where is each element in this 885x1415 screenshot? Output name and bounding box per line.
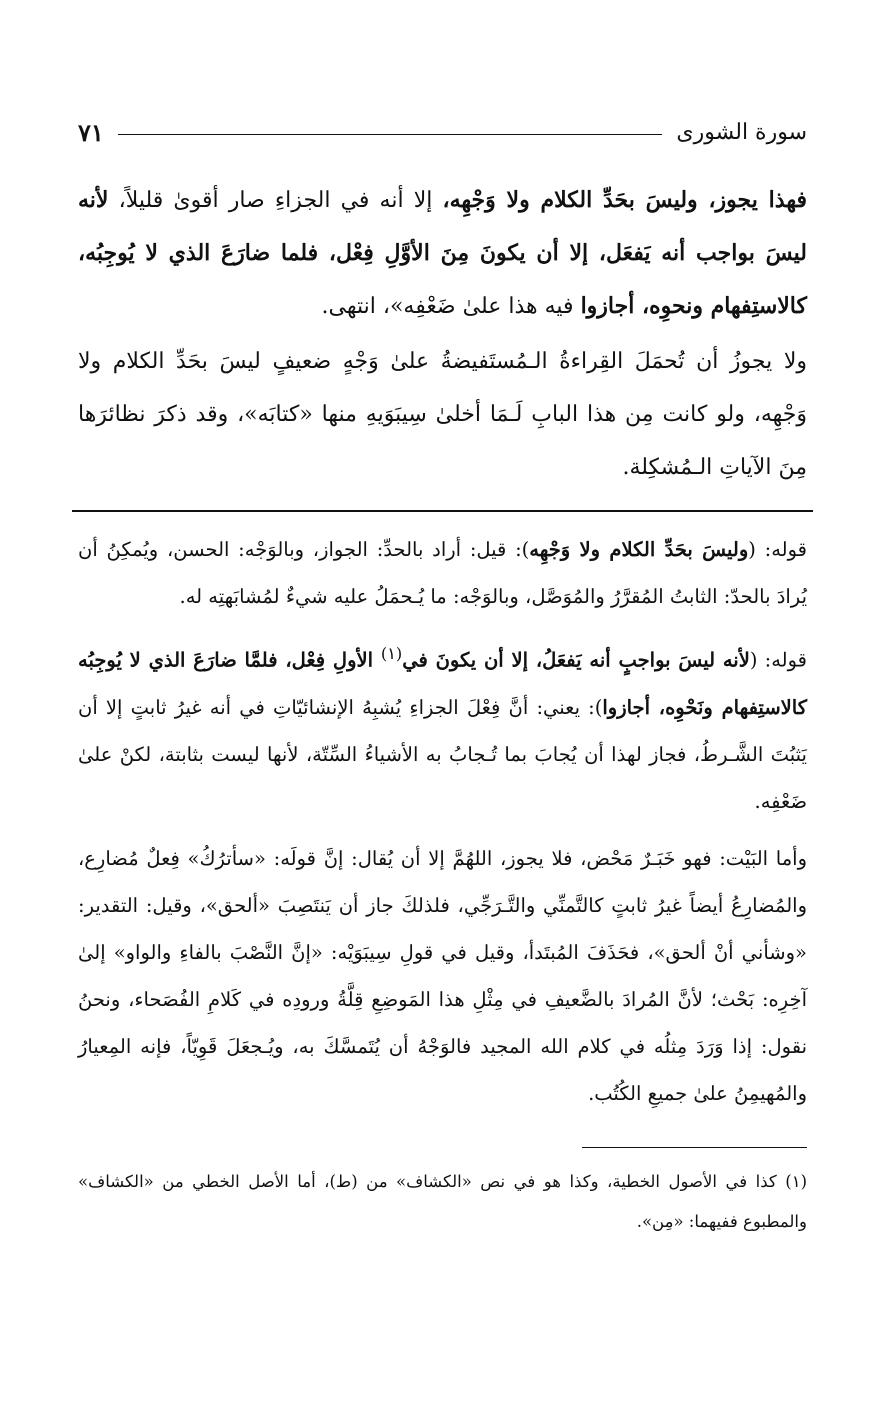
comm-2-part-d: ): يعني: أنَّ فِعْلَ الجزاءِ يُشبِهُ الإنشائيّاتِ في أنه غيرُ ثابتٍ إلا أن يَثبُتَ الشَّـرطُ، فجاز لهذا أن يُجابَ بما تُـجابُ به الأشياءُ السِّتّة، لأنها ليست بثابتة، لكنْ علىٰ ضَعْفِه. — [78, 695, 807, 813]
main-p1-part-b: وليسَ بحَدِّ الكلام ولا وَجْهِه، — [442, 187, 698, 213]
main-p1-part-c: إلا أنه في الجزاءِ صار أقوىٰ قليلاً، — [108, 188, 443, 213]
comm-2-quote-b: الأولِ فِعْل، فلمَّا ضارَعَ الذي لا يُوجِبُه كالاستِفهام ونَحْوِه، أجازوا — [78, 648, 808, 719]
commentary-paragraph-3: وأما البَيْت: فهو خَبَـرٌ مَحْض، فلا يجوز، اللهُمَّ إلا أن يُقال: إنَّ قولَه: «سأترُكُ» فِعلٌ مُضارِع، والمُضارِعُ أيضاً غيرُ ثابتٍ كالتَّمنِّي والتَّـرَجِّي، فلذلكَ جاز أن يَنتَصِبَ «ألحق»، وقيل: التقدير: «وشأني أنْ ألحق»، فحَذَفَ المُبتَدأ، وقيل في قولِ سِيبَوَيْه: «إنَّ النَّصْبَ بالفاءِ والواو» إلىٰ آخِرِه: بَحْث؛ لأنَّ المُرادَ بالضَّعيفِ في مِثْلِ هذا المَوضِعِ قِلَّةُ ورودِه في كَلامِ الفُصَحاء، ونحنُ نقول: إذا وَرَدَ مِثلُه في كلام الله المجيد فالوَجْهُ أن يُتَمسَّكَ به، ويُـجعَلَ قَوِيّاً، فإنه المِعيارُ والمُهيمِنُ علىٰ جميعِ الكُتُب. — [78, 846, 807, 1105]
main-p1-part-a: فهذا يجوز، — [697, 187, 807, 213]
main-paragraph-1 — [78, 174, 807, 333]
section-divider — [72, 510, 813, 512]
main-paragraph-2: ولا يجوزُ أن تُحمَلَ القِراءةُ الـمُستَفيضةُ علىٰ وَجْهٍ ضعيفٍ ليسَ بحَدِّ الكلام ولا وَجْهِه، ولو كانت مِن هذا البابِ لَـمَا أخلىٰ سِيبَوَيهِ منها «كتابَه»، وقد ذكرَ نظائرَها مِنَ الآياتِ الـمُشكِلة. — [78, 349, 807, 480]
page-number: ٧١ — [78, 117, 104, 147]
surah-title: سورة الشورى — [676, 119, 807, 145]
page — [78, 110, 807, 1242]
commentary-paragraph-2 — [78, 630, 807, 825]
commentary-paragraph-1 — [78, 526, 807, 620]
header-rule — [118, 134, 663, 135]
footnote-divider — [582, 1147, 807, 1148]
main-p1-part-e: فيه هذا علىٰ ضَعْفِه»، انتهى. — [321, 294, 581, 319]
comm-1-quote: وليسَ بحَدِّ الكلام ولا وَجْهِه — [529, 538, 749, 561]
footnote-text: (١) كذا في الأصول الخطية، وكذا هو في نص «الكشاف» من (ط)، أما الأصل الخطي من «الكشاف» والمطبوع ففيهما: «مِن». — [78, 1171, 807, 1231]
comm-2-part-a: قوله: ( — [749, 648, 808, 672]
comm-1-part-c: ): قيل: أراد بالحدِّ: الجواز، وبالوَجْه: الحسن، ويُمكِنُ أن يُرادَ بالحدّ: الثابتُ المُقرَّرُ والمُوَصَّل، وبالوَجْه: ما يُـحمَلُ عليه شيءٌ لمُشابَهتِه له. — [78, 538, 807, 608]
running-header — [78, 110, 807, 154]
main-p1-part-d: لأنه ليسَ بواجب أنه يَفعَل، إلا أن يكونَ مِنَ الأوَّلِ فِعْل، فلما ضارَعَ الذي لا يُوجِبُه، كالاستِفهام ونحوِه، أجازوا — [78, 187, 807, 319]
footnote-marker: (١) — [380, 644, 403, 663]
comm-1-part-a: قوله: ( — [748, 538, 807, 561]
comm-2-quote-a: لأنه ليسَ بواجبٍ أنه يَفعَلُ، إلا أن يكونَ في — [402, 648, 750, 672]
